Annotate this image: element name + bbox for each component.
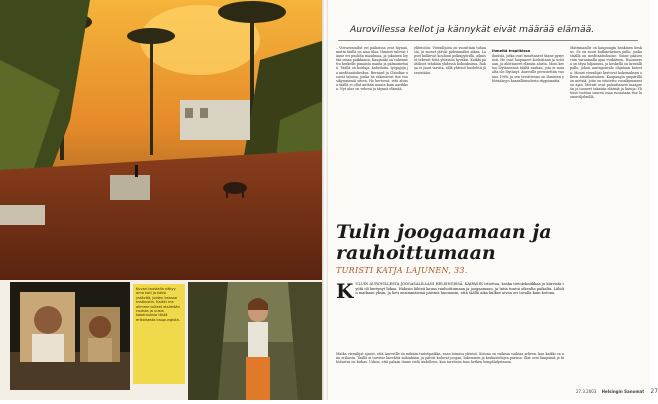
top-headline: Aurovillessa kellot ja kännykät eivät määrää elämää.: [350, 24, 595, 35]
article-body-continued: [336, 352, 564, 392]
column-text: ihmisiä, jotka ovat muuttaneet tänne pysyvästi. He ovat luopuneet kodeistaan ja uristaan, ja aloittaneet elämän alusta. Moni kertoo löytäneensä täältä rauhan, jota ei muualta ole löytänyt. Auroville perustettiin vuonna 1968, ja sen tavoitteena on ihmisten yhtenäisyys kansallisuudesta riippumatta.: [492, 54, 565, 83]
article-column-4: [570, 46, 642, 376]
article-byline: TURISTI KATJA LAJUNEN, 33.: [336, 266, 468, 275]
tropical-landscape-photo: [0, 0, 325, 280]
page-footer: [576, 388, 658, 395]
photo-caption: Kuvan taustalla näkyy oma koti ja kaksi ystävää, joiden kanssa matkustin. Kaikki me olimme tulleet etsimään rauhaa ja uusia kokemuksia tästä erikoisesta kaupungista.: [136, 287, 180, 322]
article-column-2: [414, 46, 486, 214]
drop-cap: K: [336, 279, 354, 303]
article-lede: [336, 279, 564, 352]
photo-caption-box: [133, 284, 185, 384]
header-rule: [338, 40, 638, 41]
issue-date: 27.3.2003: [576, 389, 597, 394]
magazine-name: Helsingin Sanomat: [601, 389, 645, 394]
body-text: Matka vierailijat ajavat, että Auroville on mikään turistipaikka, vaan toimiva yhteisö. Kotona on vaikeaa vaihtaa arkeen, kun kaikki on niin erilaista. Täällä ei tarvitse kiirehtiä mihinkään, ja päivät kuluvat joogan, lukemisen ja keskustelujen parissa. Illat ovat lämpimiä ja tähtitaivas on kirkas. Uskon, että palaan tänne vielä uudelleen, kun tarvitsen taas hetken hengähdystauon.: [336, 352, 564, 365]
right-page: [328, 0, 658, 400]
article-headline: Tulin joogaamaan ja rauhoittumaan: [336, 221, 552, 264]
column-text: – Vierasvarailut eri paikoissa ovat täynnä, mutta täällä on aina tilaa. Ihmiset tulevat tänne eri puolilta maailmaa, ja jokainen löytää oman paikkansa. Kaupunki on rakennettu keskelle punaista maata ja palmumetsää. Täällä on kouluja, kahviloita, työpajoja ja meditaatiokeskus. Bernard ja Claudine asuvat talossa, jonka he rakensivat itse vuosikymmeniä sitten. He kertovat, että alussa täällä ei ollut mitään muuta kuin aavikkoa. Nyt alue on vehreä ja täynnä elämää.: [336, 46, 408, 91]
woman-portrait-photo: [188, 282, 325, 400]
column-text: yhteisöön. Vierailijoita on vuosittain tuhansia, ja monet jäävät pidemmäksi aikaa. Lapset kulkevat kouluun polkupyörillä, aikuiset tekevät töitä yhteisön hyväksi. Kaikki päätökset tehdään yhdessä kokouksissa. Rahaa ei juuri tarvita, sillä yhteisö huolehtii jäsenistään.: [414, 46, 486, 75]
couple-portrait-photo: [10, 282, 130, 390]
page-number: 27: [650, 388, 658, 395]
column-text: Matrimandir on kaupungin henkinen keskus. Se on suuri kullanvärinen pallo, jonka sisällä on meditaatiohuone. Sinne pääsee vain varaamalla ajan etukäteen. Huoneessa on täysi hiljaisuus, ja keskellä on kristallipallo, johon auringonvalo ohjataan katosta. Monet vierailijat kertovat kokemuksen olleen ainutlaatuinen. Kaupungin ympärillä on metsiä, joita on istutettu vuosikymmenten ajan. Metsät ovat palauttaneet maaperän ja tuoneet takaisin eläimiä ja lintuja. Yhteisö tuottaa suuren osan ruoastaan itse luomuviljelmillä.: [570, 46, 642, 100]
article-column-3: [492, 46, 564, 214]
left-page: [0, 0, 325, 400]
article-column-1: [336, 46, 408, 214]
lede-text: ULUIN AUROVILLESTA JOOGASALILLANI HELSINGISSÄ. KAIPASIN irtiottoa, koska tietotekniikkaa ja kiireistä työtä oli kertynyt liikaa. Halusin lähteä kauas rauhoittumaan ja joogaamaan, ja Intia tuntui oikealta paikalta. Lähdin matkaan yksin, ja heti ensimmäisinä päivinä huomasin, että täällä aika kulkee aivan eri tavalla kuin kotona.: [355, 282, 564, 295]
subheading: Ihmeitä tropiikissa: [492, 49, 531, 53]
